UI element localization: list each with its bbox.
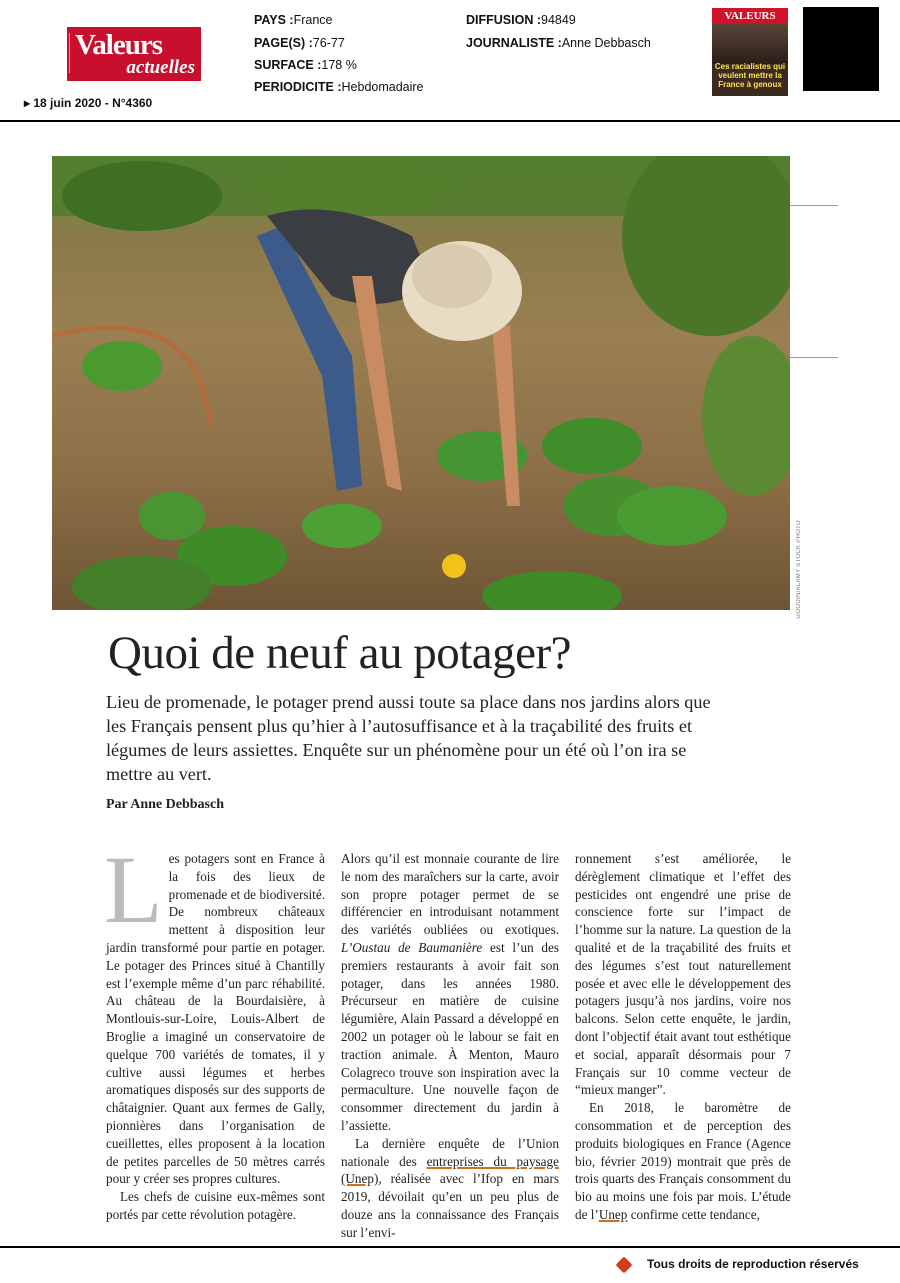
logo-line2: actuelles	[126, 57, 195, 78]
col2-p1-b: est l’un des premiers restaurants à avoir fait son potager, dans les années 1980. Précurseur en matière de cuisine légumière, Alain Passard a développé en 2002 un potager où le labour se fait en traction animale. À Menton, Mauro Colagreco trouve son inspiration avec la permaculture. Une nouvelle façon de consommer directement du jardin à l’assiette.	[341, 939, 559, 1133]
col1-p1-text: es potagers sont en France à la fois des lieux de promenade et de biodiversité. De nombreux châteaux mettent à disposition leur jardin transformé pour partie en potager. Le potager des Princes situé à Chantilly est l’exemple même d’un parc réhabilité. Au château de la Bourdaisière, à Montlouis-sur-Loire, Louis-Albert de Broglie a imaginé un conservatoire de quelque 700 variétés de tomates, il y cultive aussi légumes et herbes aromatiques disposés sur des supports de châtaignier. Quant aux fermes de Gally, pionnières dans l’organisation de cueillettes, elles proposent à la location de petites parcelles de 50 mètres carrés pour y créer ses propres cultures.	[106, 851, 325, 1187]
drop-cap: L	[104, 836, 163, 943]
meta-surface-label: SURFACE :	[254, 58, 322, 72]
col3-p2-underlined: Unep	[598, 1206, 628, 1222]
meta-journaliste	[466, 36, 651, 51]
col1-paragraph-2: Les chefs de cuisine eux-mêmes sont portés par cette révolution potagère.	[106, 1189, 325, 1222]
col2-p2-a: La dernière enquête de l’Union nationale des	[341, 1135, 559, 1169]
meta-diffusion-label: DIFFUSION :	[466, 13, 541, 27]
meta-periodicite-value: Hebdomadaire	[341, 80, 424, 94]
meta-pays-value: France	[293, 13, 333, 27]
meta-diffusion-value: 94849	[541, 13, 576, 27]
article-column-2	[341, 850, 559, 1242]
meta-diffusion	[466, 13, 576, 28]
meta-pages	[254, 36, 345, 51]
rights-icon	[616, 1257, 633, 1274]
magazine-cover-thumbnail	[712, 8, 788, 96]
issue-date-text: 18 juin 2020 - N°4360	[33, 96, 153, 110]
meta-pages-value: 76-77	[312, 36, 345, 50]
photo-credit: GOODIN/ALAMY STOCK PHOTO	[796, 520, 802, 619]
article-byline: Par Anne Debbasch	[106, 797, 224, 812]
logo-line1: Valeurs	[75, 29, 162, 61]
redacted-box	[803, 7, 879, 91]
meta-periodicite-label: PERIODICITE :	[254, 80, 342, 94]
col2-p2-underlined: entreprises du paysage (Unep)	[341, 1153, 559, 1187]
cover-headline: Ces racialistes qui veulent mettre la France à genoux	[714, 62, 786, 89]
publication-logo	[67, 27, 201, 81]
meta-journaliste-value: Anne Debbasch	[561, 36, 651, 50]
rights-notice: Tous droits de reproduction réservés	[647, 1257, 859, 1271]
header-rule	[0, 120, 900, 122]
col3-p2-a: En 2018, le baromètre de consommation et de perception des produits biologiques en France (Agence bio, février 2019) montrait que près de trois quarts des Français consomment du bio au moins une fois par mois. L’étude de l’	[575, 1100, 791, 1222]
footer-rule	[0, 1246, 900, 1248]
col3-paragraph-1: ronnement s’est améliorée, le dérèglement climatique et l’effet des pesticides ont engendré une prise de conscience forte sur l’impact de l’homme sur la nature. La question de la qualité et de la traçabilité des fruits et des légumes s’est tout naturellement posée et avec elle le développement des potagers jusqu’à nos jardins, voire nos balcons. Selon cette enquête, le jardin, dont l’objectif était avant tout esthétique et social, apparaît désormais pour 7 Français sur 10 comme vecteur de “mieux manger”.	[575, 851, 791, 1098]
logo-strip	[69, 33, 73, 73]
meta-pages-label: PAGE(S) :	[254, 36, 313, 50]
meta-surface	[254, 58, 357, 73]
article-lede: Lieu de promenade, le potager prend aussi toute sa place dans nos jardins alors que les Français pensent plus qu’hier à l’autosuffisance et à la traçabilité des fruits et légumes de leurs assiettes. Enquête sur un phénomène pour un été où l’on ira se mettre au vert.	[106, 692, 711, 784]
meta-pays-label: PAYS :	[254, 13, 294, 27]
col3-p2-b: confirme cette tendance,	[627, 1206, 760, 1222]
col2-paragraph-1	[341, 850, 559, 1135]
cover-photo	[712, 24, 788, 64]
margin-rule-1	[790, 205, 838, 206]
col1-paragraph-1	[104, 836, 325, 1188]
meta-surface-value: 178 %	[321, 58, 357, 72]
article-title: Quoi de neuf au potager?	[108, 627, 572, 679]
col3-paragraph-2	[575, 1099, 791, 1224]
cover-masthead: VALEURS	[712, 8, 788, 24]
col2-p1-a: Alors qu’il est monnaie courante de lire le nom des maraîchers sur la carte, avoir son propre potager permet de se différencier en introduisant notamment des variétés oubliées ou exotiques.	[341, 851, 559, 938]
article-column-1	[104, 836, 325, 1224]
margin-rule-2	[790, 357, 838, 358]
issue-date	[24, 96, 152, 110]
article-column-3	[575, 850, 791, 1224]
meta-pays	[254, 13, 333, 28]
col2-paragraph-2	[341, 1135, 559, 1242]
meta-periodicite	[254, 80, 424, 95]
arrow-right-icon: ▸	[24, 96, 34, 110]
article-photo	[52, 156, 790, 610]
col2-p2-b: , réalisée avec l’Ifop en mars 2019, dévoilait qu’en un peu plus de douze ans la connaissance des Français sur l’envi-	[341, 1171, 559, 1240]
meta-journaliste-label: JOURNALISTE :	[466, 36, 562, 50]
col2-p1-italic: L’Oustau de Baumanière	[341, 939, 483, 955]
gardener-illustration	[52, 156, 790, 610]
